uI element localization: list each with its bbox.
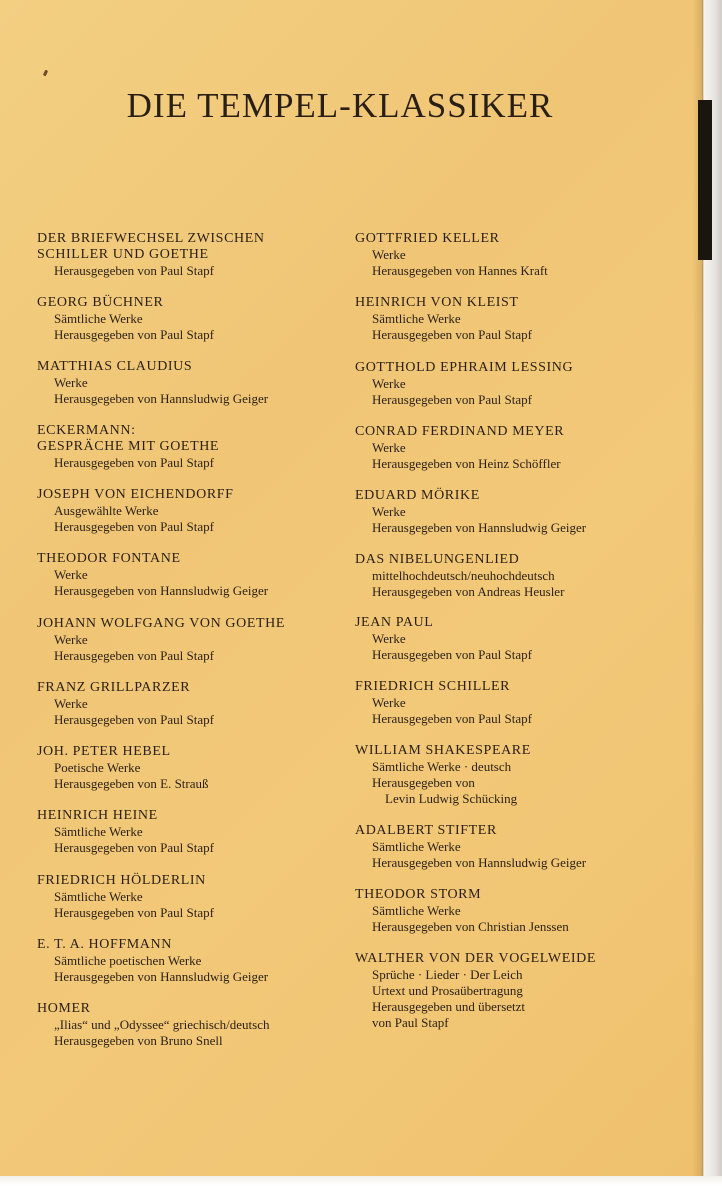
book-description: Ausgewählte Werke xyxy=(54,503,159,518)
book-author: WILLIAM SHAKESPEARE xyxy=(355,743,531,758)
book-entry xyxy=(355,743,685,807)
book-description: Herausgegeben und übersetzt xyxy=(372,999,526,1014)
book-entry xyxy=(37,680,347,728)
book-author: JOH. PETER HEBEL xyxy=(37,744,171,759)
book-entry xyxy=(37,295,347,343)
book-editor: Herausgegeben von Paul Stapf xyxy=(54,905,214,920)
book-description: Werke xyxy=(372,695,406,710)
book-entry xyxy=(355,488,685,536)
book-description: Werke xyxy=(54,375,88,390)
book-description: Werke xyxy=(372,247,406,262)
book-description: Sämtliche Werke xyxy=(372,311,461,326)
title-list-left xyxy=(37,231,347,1049)
book-author: CONRAD FERDINAND MEYER xyxy=(355,424,565,439)
book-description: Urtext und Prosaübertragung xyxy=(372,983,523,998)
book-entry xyxy=(355,951,685,1031)
series-title: DIE TEMPEL-KLASSIKER xyxy=(126,86,554,125)
book-description: Werke xyxy=(372,631,406,646)
book-entry xyxy=(355,552,685,600)
book-entry xyxy=(355,360,685,408)
book-description: mittelhochdeutsch/neuhochdeutsch xyxy=(372,568,555,583)
spine-mark xyxy=(698,100,712,260)
book-editor: Herausgegeben von Christian Jenssen xyxy=(372,919,569,934)
book-editor: Herausgegeben von Hannsludwig Geiger xyxy=(372,520,587,535)
book-editor: Herausgegeben von Paul Stapf xyxy=(54,455,214,470)
book-description: Werke xyxy=(54,567,88,582)
book-editor: Herausgegeben von Paul Stapf xyxy=(372,327,532,342)
book-entry xyxy=(37,744,347,792)
book-editor: Herausgegeben von Andreas Heusler xyxy=(372,584,565,599)
book-entry xyxy=(37,808,347,856)
book-author: SCHILLER UND GOETHE xyxy=(37,247,209,262)
book-author: JOSEPH VON EICHENDORFF xyxy=(37,487,234,502)
book-editor: Herausgegeben von Paul Stapf xyxy=(54,712,214,727)
book-description: Sämtliche poetischen Werke xyxy=(54,953,202,968)
book-entry xyxy=(37,231,347,279)
book-author: HEINRICH VON KLEIST xyxy=(355,295,519,310)
book-description: Sämtliche Werke xyxy=(372,839,461,854)
book-author: JOHANN WOLFGANG VON GOETHE xyxy=(37,616,286,631)
book-editor: Herausgegeben von E. Strauß xyxy=(54,776,209,791)
book-author: ECKERMANN: xyxy=(37,423,136,438)
book-entry xyxy=(355,823,685,871)
book-editor: Herausgegeben von Paul Stapf xyxy=(372,392,532,407)
book-description: Werke xyxy=(372,376,406,391)
book-description: Herausgegeben von xyxy=(372,775,475,790)
book-editor: Herausgegeben von Paul Stapf xyxy=(372,711,532,726)
book-author: FRIEDRICH SCHILLER xyxy=(355,679,511,694)
book-entry xyxy=(37,423,347,471)
book-entry xyxy=(37,359,347,407)
book-description: „Ilias“ und „Odyssee“ griechisch/deutsch xyxy=(54,1017,270,1032)
book-description: Werke xyxy=(54,632,88,647)
book-description: Sämtliche Werke xyxy=(54,824,143,839)
book-author: JEAN PAUL xyxy=(355,615,434,630)
book-editor: Herausgegeben von Bruno Snell xyxy=(54,1033,223,1048)
book-editor: Herausgegeben von Paul Stapf xyxy=(54,648,214,663)
book-editor: Herausgegeben von Paul Stapf xyxy=(54,519,214,534)
book-description: Werke xyxy=(372,504,406,519)
book-author: FRANZ GRILLPARZER xyxy=(37,680,191,695)
book-entry xyxy=(37,487,347,535)
book-description: Sämtliche Werke xyxy=(372,903,461,918)
book-editor: Herausgegeben von Paul Stapf xyxy=(54,840,214,855)
book-author: ADALBERT STIFTER xyxy=(355,823,497,838)
book-author: GEORG BÜCHNER xyxy=(37,295,164,310)
book-entry xyxy=(37,873,347,921)
book-description: Sämtliche Werke · deutsch xyxy=(372,759,512,774)
book-author: DAS NIBELUNGENLIED xyxy=(355,552,520,567)
book-entry xyxy=(355,615,685,663)
book-description: Werke xyxy=(372,440,406,455)
book-entry xyxy=(37,937,347,985)
book-author: DER BRIEFWECHSEL ZWISCHEN xyxy=(37,231,265,246)
book-editor: Herausgegeben von Hannsludwig Geiger xyxy=(372,855,587,870)
title-list-right xyxy=(355,231,685,1031)
book-editor: Herausgegeben von Hannsludwig Geiger xyxy=(54,969,269,984)
book-description: Sprüche · Lieder · Der Leich xyxy=(372,967,523,982)
book-editor: Levin Ludwig Schücking xyxy=(385,791,518,806)
book-entry xyxy=(355,424,685,472)
book-entry xyxy=(37,551,347,599)
book-author: MATTHIAS CLAUDIUS xyxy=(37,359,193,374)
book-editor: Herausgegeben von Hannsludwig Geiger xyxy=(54,583,269,598)
book-description: Poetische Werke xyxy=(54,760,141,775)
book-entry xyxy=(355,295,685,343)
book-author: HOMER xyxy=(37,1001,91,1016)
book-editor: von Paul Stapf xyxy=(372,1015,449,1030)
book-editor: Herausgegeben von Paul Stapf xyxy=(372,647,532,662)
book-description: Sämtliche Werke xyxy=(54,889,143,904)
book-author: WALTHER VON DER VOGELWEIDE xyxy=(355,951,597,966)
book-author: GOTTHOLD EPHRAIM LESSING xyxy=(355,360,574,375)
book-editor: Herausgegeben von Heinz Schöffler xyxy=(372,456,561,471)
book-description: Sämtliche Werke xyxy=(54,311,143,326)
book-entry xyxy=(37,1001,347,1049)
book-author: GESPRÄCHE MIT GOETHE xyxy=(37,439,220,454)
scan-margin-bottom xyxy=(0,1176,722,1186)
book-author: EDUARD MÖRIKE xyxy=(355,488,480,503)
book-author: FRIEDRICH HÖLDERLIN xyxy=(37,873,206,888)
book-author: THEODOR FONTANE xyxy=(37,551,181,566)
book-author: HEINRICH HEINE xyxy=(37,808,158,823)
book-author: GOTTFRIED KELLER xyxy=(355,231,500,246)
book-description: Werke xyxy=(54,696,88,711)
book-entry xyxy=(355,679,685,727)
book-editor: Herausgegeben von Paul Stapf xyxy=(54,263,214,278)
book-entry xyxy=(355,231,685,279)
book-editor: Herausgegeben von Hannsludwig Geiger xyxy=(54,391,269,406)
book-author: THEODOR STORM xyxy=(355,887,482,902)
book-editor: Herausgegeben von Hannes Kraft xyxy=(372,263,548,278)
book-entry xyxy=(37,616,347,664)
book-editor: Herausgegeben von Paul Stapf xyxy=(54,327,214,342)
book-entry xyxy=(355,887,685,935)
book-author: E. T. A. HOFFMANN xyxy=(37,937,172,952)
